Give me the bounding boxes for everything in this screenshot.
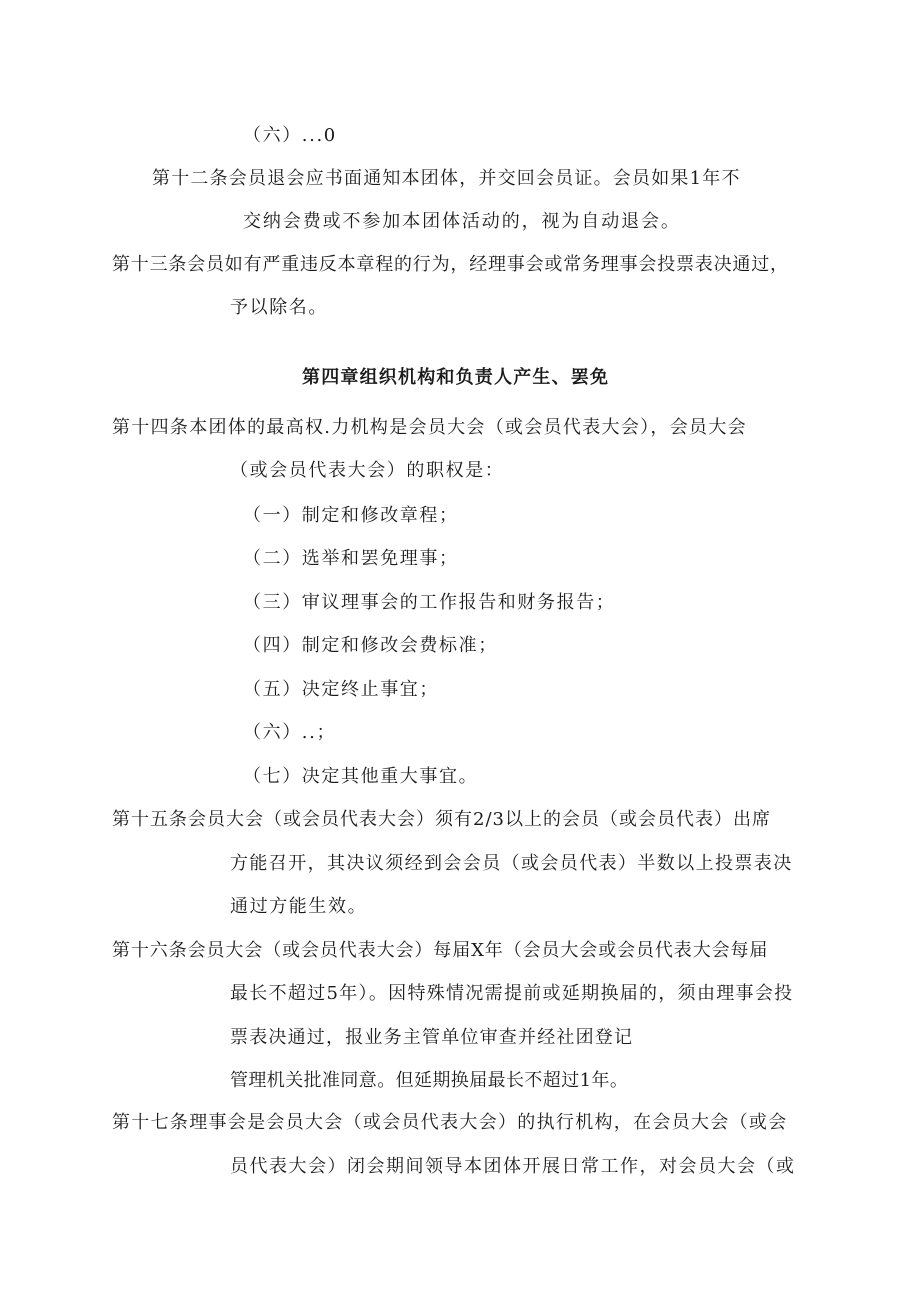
article-17-line-1: 第十七条理事会是会员大会（或会员代表大会）的执行机构，在会员大会（或会 [112,1112,788,1133]
article-13-line-1: 第十三条会员如有严重违反本章程的行为，经理事会或常务理事会投票表决通过， [112,254,789,275]
list-item: （六）..； [243,722,337,743]
list-item: （二）选举和罢免理事； [243,548,459,569]
chapter-heading: 第四章组织机构和负责人产生、罢免 [302,367,610,388]
list-item: （七）决定其他重大事宜。 [243,766,479,787]
article-15-line-2: 方能召开，其决议须经到会会员（或会员代表）半数以上投票表决 [230,853,793,874]
article-13-line-2: 予以除名。 [230,297,328,318]
article-16-line-2: 最长不超过5年）。因特殊情况需提前或延期换届的，须由理事会投 [230,983,794,1004]
article-12-line-1: 第十二条会员退会应书面通知本团体，并交回会员证。会员如果1年不 [152,168,741,189]
article-15-line-1: 第十五条会员大会（或会员代表大会）须有2/3以上的会员（或会员代表）出席 [112,809,771,830]
article-16-line-3: 票表决通过，报业务主管单位审查并经社团登记 [230,1027,634,1048]
list-item: （四）制定和修改会费标准； [243,635,498,656]
article-17-line-2: 员代表大会）闭会期间领导本团体开展日常工作，对会员大会（或 [230,1156,796,1177]
article-16-line-1: 第十六条会员大会（或会员代表大会）每届X年（会员大会或会员代表大会每届 [112,940,769,961]
article-14-line-1: 第十四条本团体的最高权.力机构是会员大会（或会员代表大会），会员大会 [112,417,747,438]
list-item: （五）决定终止事宜； [243,679,439,700]
article-14-line-2: （或会员代表大会）的职权是： [230,460,505,481]
article-12-line-2: 交纳会费或不参加本团体活动的，视为自动退会。 [243,211,681,232]
list-item: （三）审议理事会的工作报告和财务报告； [243,592,616,613]
article-16-line-4: 管理机关批准同意。但延期换届最长不超过1年。 [230,1070,629,1091]
text-line: （六）...0 [243,125,337,146]
article-15-line-3: 通过方能生效。 [230,896,368,917]
list-item: （一）制定和修改章程； [243,505,459,526]
